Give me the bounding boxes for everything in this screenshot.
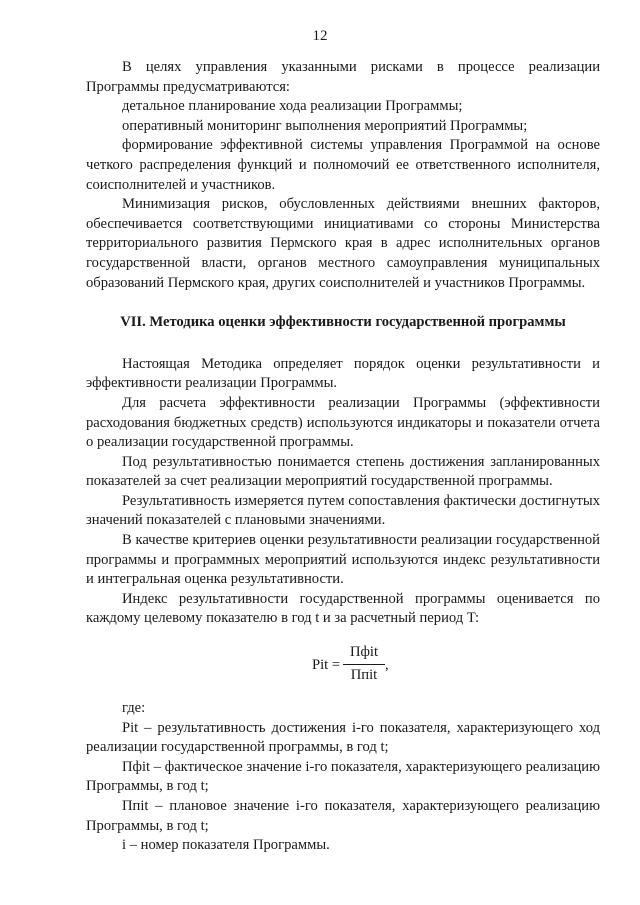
paragraph: Минимизация рисков, обусловленных действиями внешних факторов, обеспечивается соответствующими инициативами со стороны Министерства территориального развития Пермского края в адрес исполнительных органов государственной власти, органов местного самоуправления муниципальных образований Пермского края, других соисполнителей и участников Программы. <box>86 196 600 291</box>
formula <box>86 643 600 689</box>
paragraph: Настоящая Методика определяет порядок оценки результативности и эффективности реализации Программы. <box>86 355 600 392</box>
formula-fraction <box>343 643 385 685</box>
list-item: детальное планирование хода реализации Программы; <box>122 98 463 115</box>
section-heading: VII. Методика оценки эффективности государственной программы <box>120 314 566 331</box>
definition-item: Pit – результативность достижения i-го показателя, характеризующего ход реализации государственной программы, в год t; <box>86 719 600 756</box>
paragraph: Индекс результативности государственной программы оценивается по каждому целевому показателю в год t и за расчетный период T: <box>86 590 600 627</box>
paragraph: Для расчета эффективности реализации Программы (эффективности расходования бюджетных средств) используются индикаторы и показатели отчета о реализации государственной программы. <box>86 394 600 451</box>
formula-denominator: Ппit <box>350 666 378 683</box>
document-body <box>86 58 600 856</box>
page-number: 12 <box>312 28 328 44</box>
paragraph: где: <box>122 700 146 717</box>
paragraph: В качестве критериев оценки результативности реализации государственной программы и программных мероприятий используются индекс результативности и интегральная оценка результативности. <box>86 532 600 588</box>
formula-comma: , <box>385 657 389 674</box>
paragraph: Результативность измеряется путем сопоставления фактически достигнутых значений показателей с плановыми значениями. <box>86 492 600 529</box>
definition-item: Ппit – плановое значение i-го показателя, характеризующего реализацию Программы, в год t; <box>86 798 600 834</box>
list-item: оперативный мониторинг выполнения мероприятий Программы; <box>122 117 528 134</box>
paragraph: В целях управления указанными рисками в процессе реализации Программы предусматриваются: <box>86 59 600 95</box>
definition-item: i – номер показателя Программы. <box>122 837 330 854</box>
paragraph: Под результативностью понимается степень достижения запланированных показателей за счет реализации мероприятий государственной программы. <box>86 453 600 490</box>
list-item: формирование эффективной системы управления Программой на основе четкого распределения функций и полномочий ее ответственного исполнителя, соисполнителей и участников. <box>86 137 600 193</box>
definition-item: Пфit – фактическое значение i-го показателя, характеризующего реализацию Программы, в год t; <box>86 758 600 795</box>
formula-numerator: Пфit <box>343 643 385 665</box>
formula-lhs: Pit = <box>312 657 341 674</box>
